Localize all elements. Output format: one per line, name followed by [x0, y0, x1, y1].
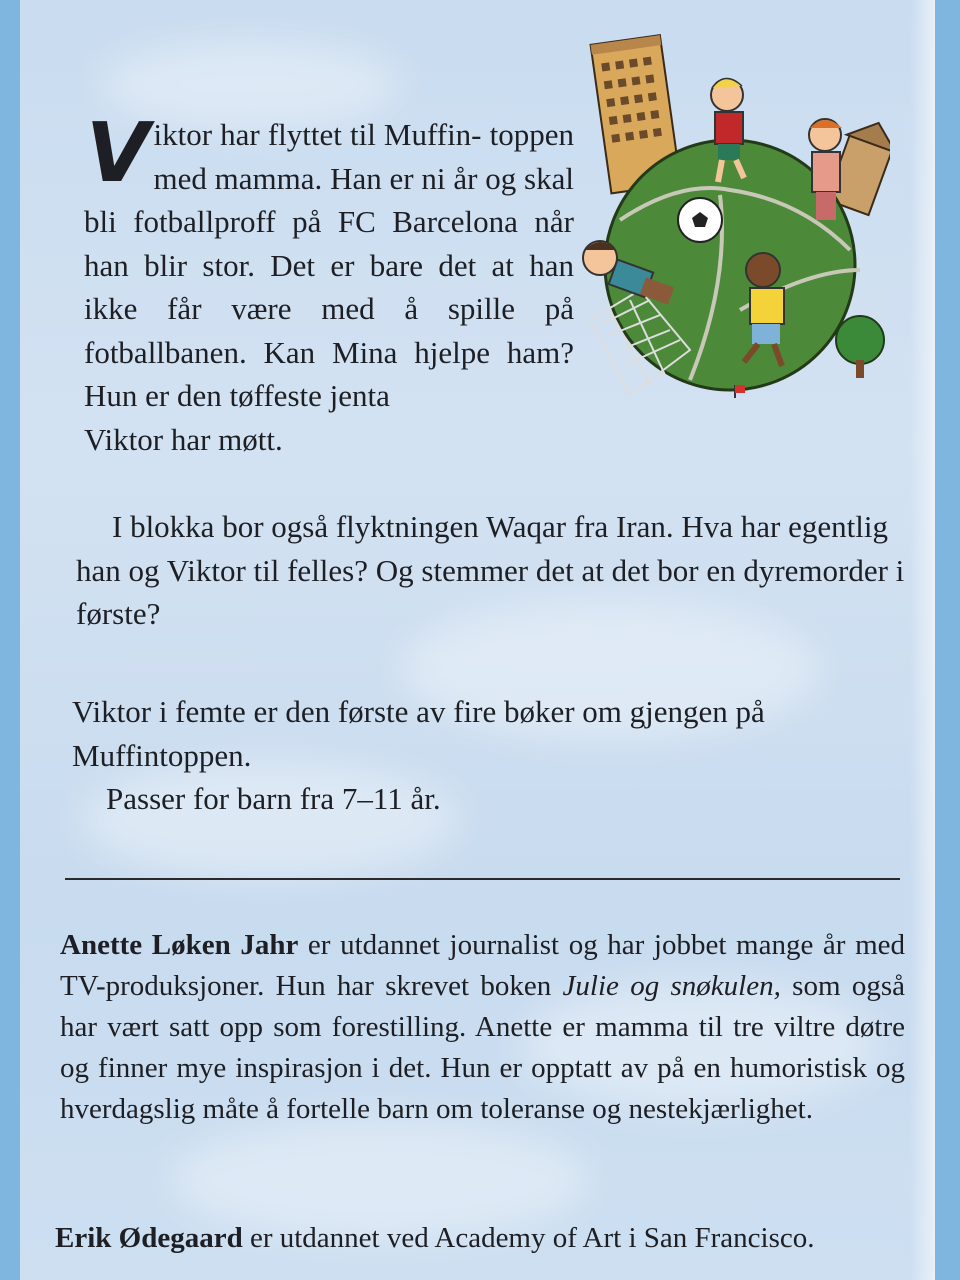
author-name: Anette Løken Jahr: [60, 929, 299, 961]
intro-body: toppen med mamma. Han er ni år og skal bli fotballproff på FC Barcelona når han blir stor. Det er bare det at han ikke får være med å spille på fotballbanen. Kan Mina hjelpe ham? Hun er den tøffeste jenta: [84, 117, 575, 413]
author-bio: [60, 925, 905, 1130]
series-info: Viktor i femte er den første av fire bøker om gjengen på Muffintoppen.: [72, 694, 765, 773]
intro-last-line: Viktor har møtt.: [84, 421, 283, 457]
refugee-paragraph-text: I blokka bor også flyktningen Waqar fra Iran. Hva har egentlig han og Viktor til felles? Og stemmer det at det bor en dyremorder i første?: [76, 509, 905, 631]
author-bio-text-a: er utdannet journalist og har jobbet mange år med TV-produksjoner. Hun har skrevet boken: [60, 929, 906, 1002]
illustrator-name: Erik Ødegaard: [55, 1222, 243, 1254]
author-bio-text-b: som også har vært satt opp som forestilling. Anette er mamma til tre viltre døtre og finner mye inspirasjon i det. Hun er opptatt av på en humoristisk og hverdagslig måte å fortelle barn om toleranse og nestekjærlighet.: [60, 970, 905, 1125]
divider: [65, 878, 900, 880]
drop-cap: V: [86, 106, 150, 201]
illustrator-bio: [55, 1218, 925, 1259]
book-title: Julie og snøkulen,: [562, 970, 781, 1002]
kids-playing-football-on-planet-icon: [560, 20, 890, 410]
refugee-paragraph: [76, 505, 916, 636]
intro-paragraph: [84, 106, 575, 461]
book-back-cover: [20, 0, 935, 1280]
illustrator-bio-text: er utdannet ved Academy of Art i San Francisco.: [242, 1222, 815, 1254]
series-paragraph: [72, 690, 922, 821]
intro-first-line: iktor har flyttet til Muffin-: [153, 117, 482, 152]
age-recommendation: Passer for barn fra 7–11 år.: [106, 781, 441, 816]
